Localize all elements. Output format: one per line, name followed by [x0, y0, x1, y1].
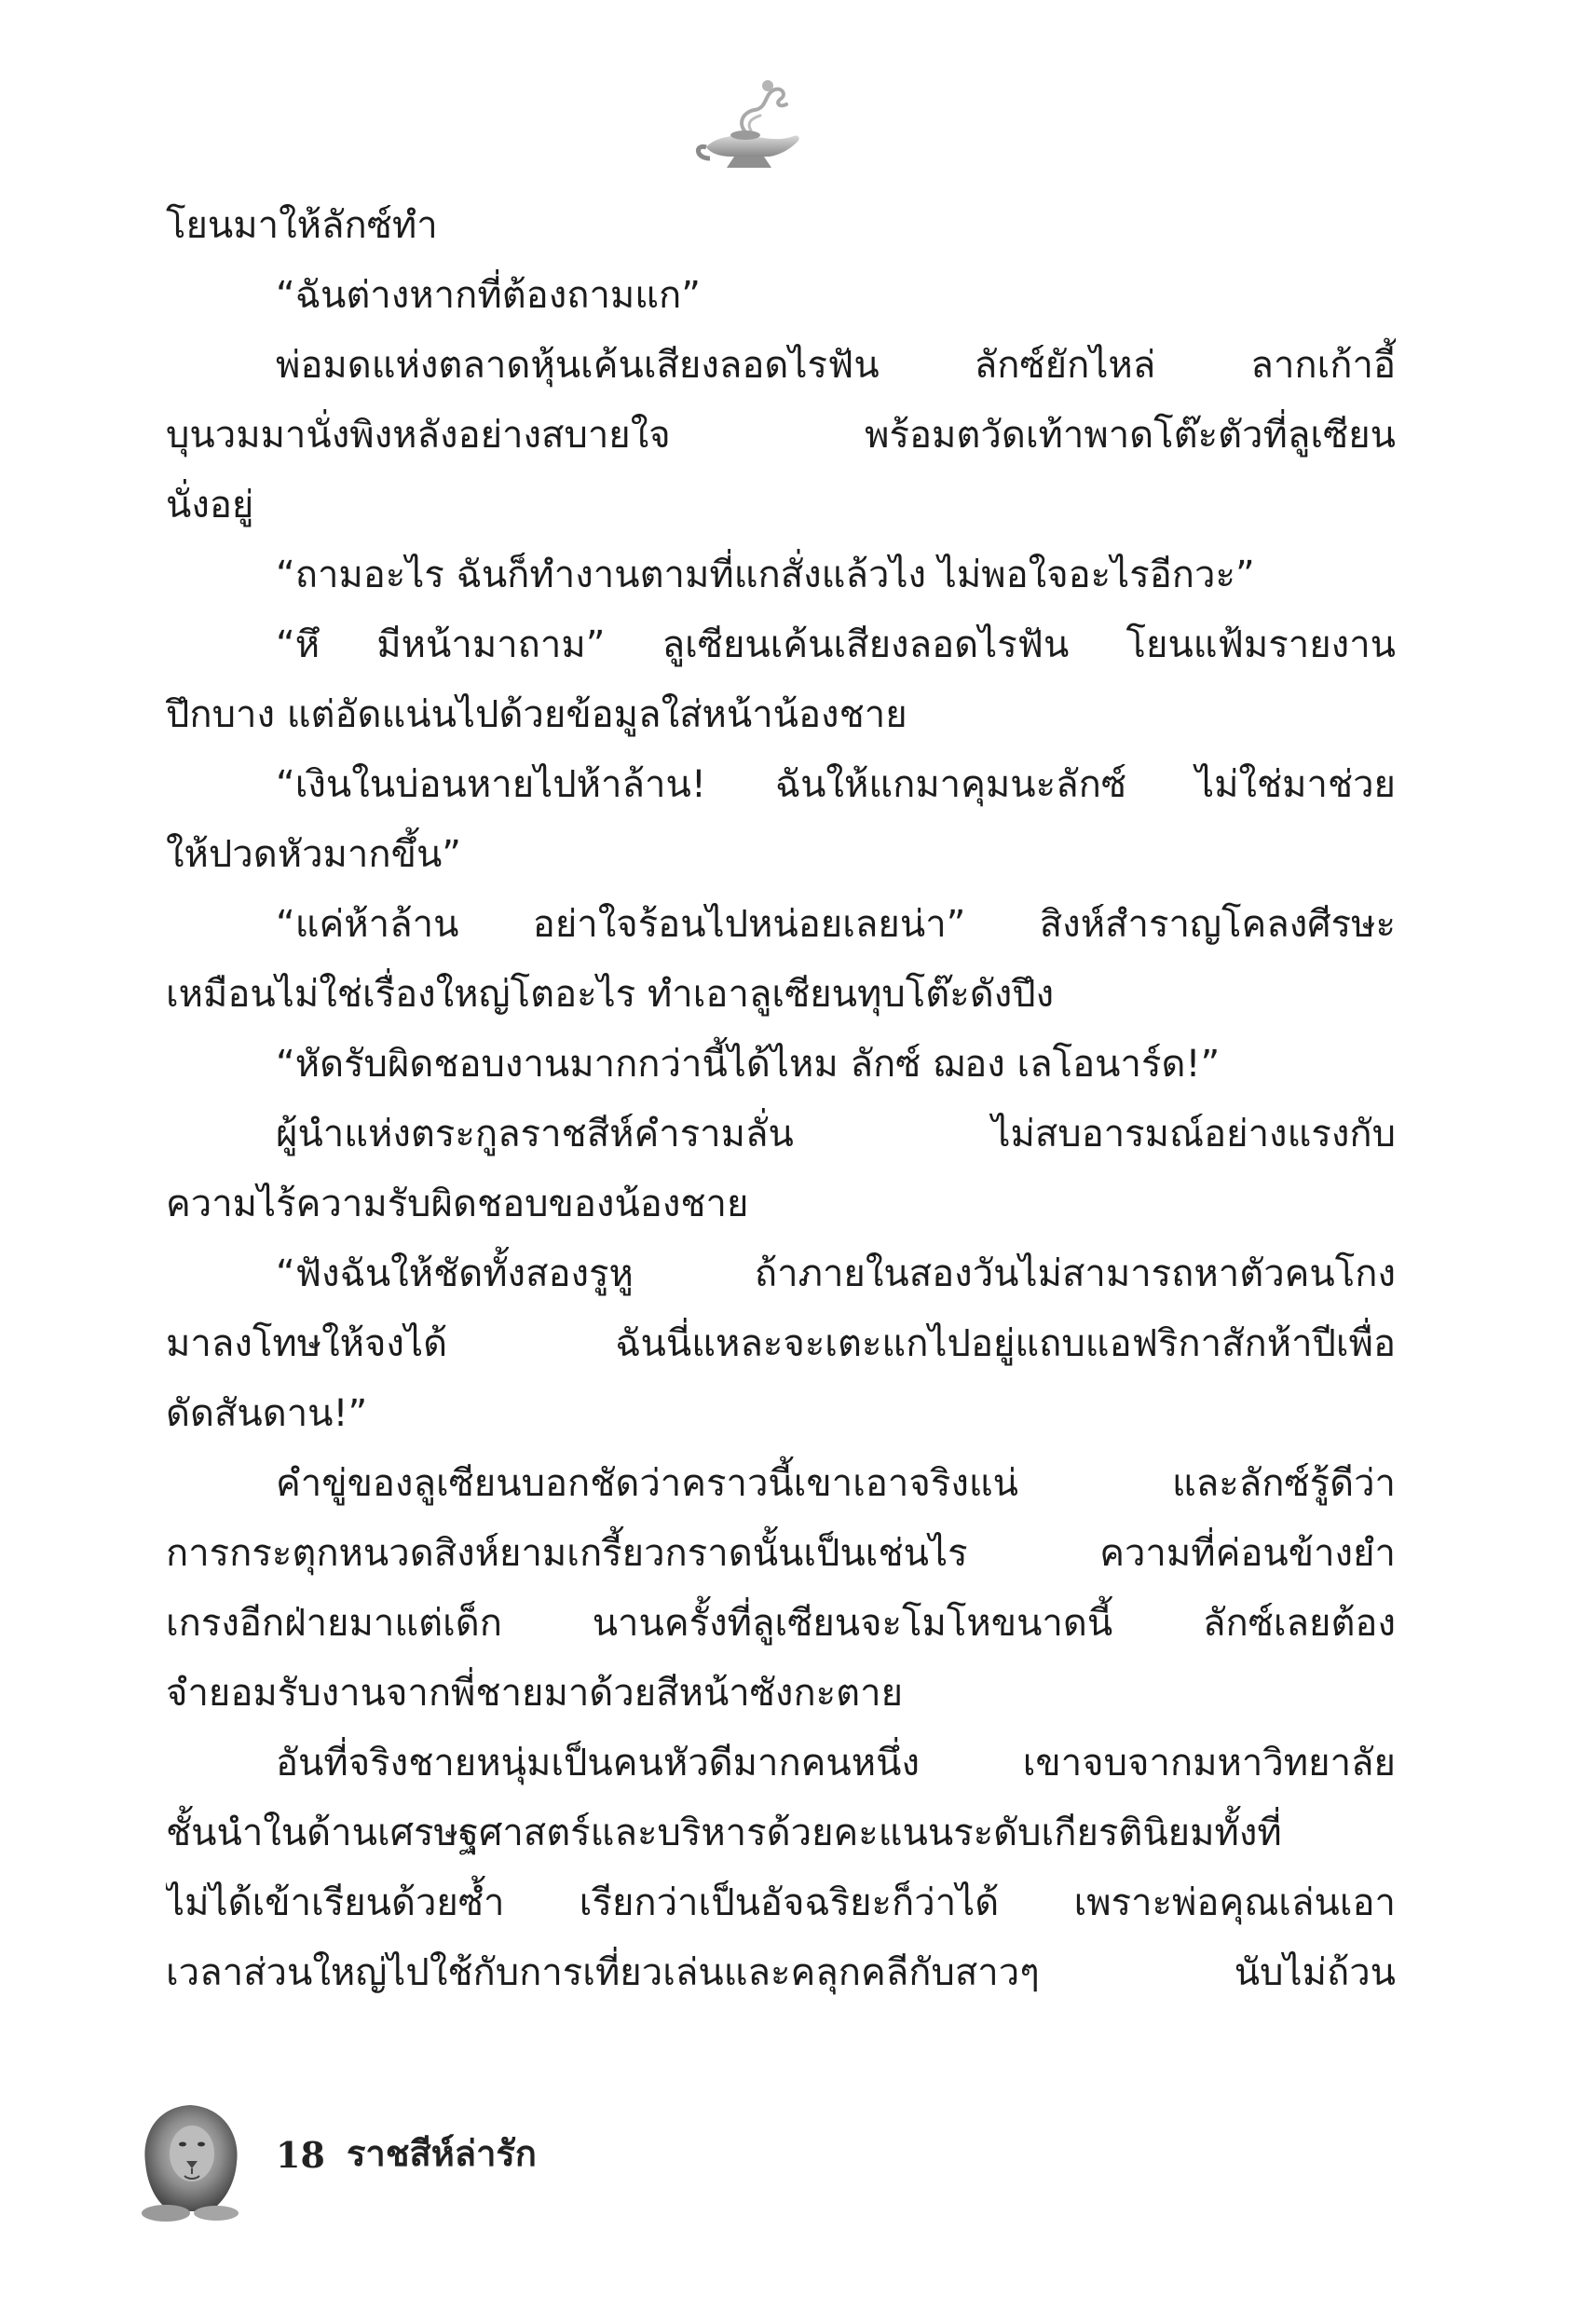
text-line: “แค่ห้าล้าน อย่าใจร้อนไปหน่อยเลยน่า” สิงห์สำราญโคลงศีรษะ: [276, 903, 1396, 946]
text-line: บุนวมมานั่งพิงหลังอย่างสบายใจ พร้อมตวัดเท้าพาดโต๊ะตัวที่ลูเซียน: [166, 414, 1396, 457]
text-line: ให้ปวดหัวมากขึ้น”: [166, 833, 462, 876]
text-line: ไม่ได้เข้าเรียนด้วยซ้ำ เรียกว่าเป็นอัจฉริยะก็ว่าได้ เพราะพ่อคุณเล่นเอา: [166, 1881, 1396, 1924]
text-line: เกรงอีกฝ่ายมาแต่เด็ก นานครั้งที่ลูเซียนจะโมโหขนาดนี้ ลักซ์เลยต้อง: [166, 1602, 1396, 1645]
text-line: อันที่จริงชายหนุ่มเป็นคนหัวดีมากคนหนึ่ง เขาจบจากมหาวิทยาลัย: [276, 1742, 1396, 1785]
magic-lamp-icon: [689, 76, 811, 179]
body-text: [166, 191, 1396, 2008]
text-line: นั่งอยู่: [166, 484, 254, 526]
text-line: พ่อมดแห่งตลาดหุ้นเค้นเสียงลอดไรฟัน ลักซ์ยักไหล่ ลากเก้าอี้: [276, 344, 1396, 387]
text-line: ชั้นนำในด้านเศรษฐศาสตร์และบริหารด้วยคะแนนระดับเกียรตินิยมทั้งที่: [166, 1812, 1282, 1854]
text-line: “ถามอะไร ฉันก็ทำงานตามที่แกสั่งแล้วไง ไม่พอใจอะไรอีกวะ”: [276, 554, 1255, 596]
text-line: โยนมาให้ลักซ์ทำ: [166, 204, 438, 247]
text-line: มาลงโทษให้จงได้ ฉันนี่แหละจะเตะแกไปอยู่แถบแอฟริกาสักห้าปีเพื่อ: [166, 1322, 1396, 1365]
text-line: เวลาส่วนใหญ่ไปใช้กับการเที่ยวเล่นและคลุกคลีกับสาวๆ นับไม่ถ้วน: [166, 1951, 1396, 1994]
text-line: ความไร้ความรับผิดชอบของน้องชาย: [166, 1183, 749, 1225]
page-number: 18: [276, 2134, 325, 2176]
text-line: ปึกบาง แต่อัดแน่นไปด้วยข้อมูลใส่หน้าน้องชาย: [166, 693, 907, 736]
text-line: “หัดรับผิดชอบงานมากกว่านี้ได้ไหม ลักซ์ ฌอง เลโอนาร์ด!”: [276, 1043, 1221, 1086]
text-line: “ฟังฉันให้ชัดทั้งสองรูหู ถ้าภายในสองวันไม่สามารถหาตัวคนโกง: [276, 1252, 1396, 1295]
lion-head-icon: [138, 2101, 242, 2222]
text-line: “ฉันต่างหากที่ต้องถามแก”: [276, 274, 701, 317]
text-line: “หึ มีหน้ามาถาม” ลูเซียนเค้นเสียงลอดไรฟัน โยนแฟ้มรายงาน: [276, 623, 1396, 666]
text-line: ดัดสันดาน!”: [166, 1392, 368, 1435]
book-title: ราชสีห์ล่ารัก: [347, 2133, 537, 2174]
text-line: เหมือนไม่ใช่เรื่องใหญ่โตอะไร ทำเอาลูเซียนทุบโต๊ะดังปึง: [166, 973, 1055, 1016]
text-line: จำยอมรับงานจากพี่ชายมาด้วยสีหน้าซังกะตาย: [166, 1672, 904, 1715]
text-line: คำขู่ของลูเซียนบอกชัดว่าคราวนี้เขาเอาจริงแน่ และลักซ์รู้ดีว่า: [276, 1462, 1396, 1505]
text-line: ผู้นำแห่งตระกูลราชสีห์คำรามลั่น ไม่สบอารมณ์อย่างแรงกับ: [276, 1113, 1396, 1156]
text-line: การกระตุกหนวดสิงห์ยามเกรี้ยวกราดนั้นเป็นเช่นไร ความที่ค่อนข้างยำ: [166, 1532, 1396, 1575]
text-line: “เงินในบ่อนหายไปห้าล้าน! ฉันให้แกมาคุมนะลักซ์ ไม่ใช่มาช่วย: [276, 763, 1396, 806]
